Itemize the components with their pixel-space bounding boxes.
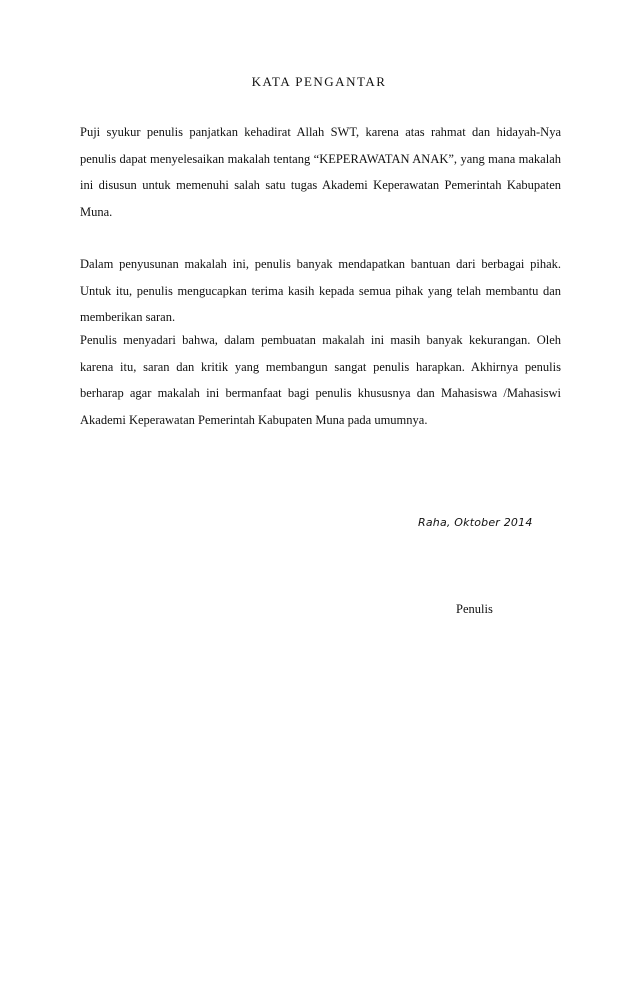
place-and-date: Raha, Oktober 2014 [418, 516, 533, 529]
paragraph-acknowledgement: Dalam penyusunan makalah ini, penulis banyak mendapatkan bantuan dari berbagai pihak. Untuk itu, penulis mengucapkan terima kasih kepada semua pihak yang telah membantu dan memberikan saran. [80, 257, 561, 324]
paragraph-intro: Puji syukur penulis panjatkan kehadirat Allah SWT, karena atas rahmat dan hidayah-Nya penulis dapat menyelesaikan makalah tentang “KEPERAWATAN ANAK”, yang mana makalah ini disusun untuk memenuhi salah satu tugas Akademi Keperawatan Pemerintah Kabupaten Muna. [80, 125, 561, 219]
paragraph-closing: Penulis menyadari bahwa, dalam pembuatan makalah ini masih banyak kekurangan. Oleh karena itu, saran dan kritik yang membangun sangat penulis harapkan. Akhirnya penulis berharap agar makalah ini bermanfaat bagi penulis khususnya dan Mahasiswa /Mahasiswi Akademi Keperawatan Pemerintah Kabupaten Muna pada umumnya. [80, 333, 561, 427]
author-signature: Penulis [456, 602, 493, 616]
page-title: KATA PENGANTAR [251, 74, 387, 89]
